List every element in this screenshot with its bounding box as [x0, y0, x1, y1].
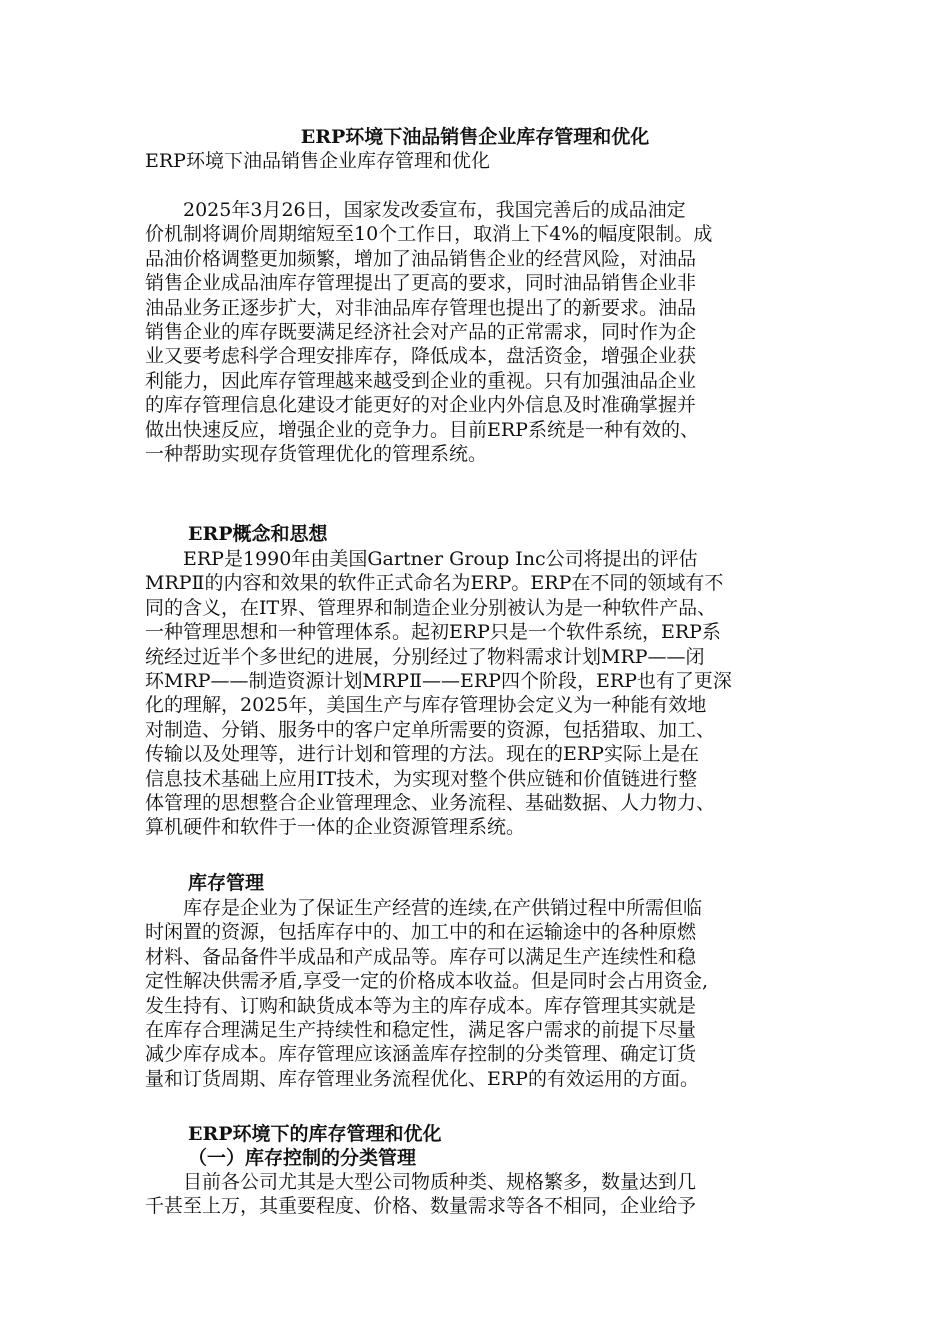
subsection-heading-classification: （一）库存控制的分类管理 [188, 1147, 417, 1169]
paragraph-line: MRPⅡ的内容和效果的软件正式命名为ERP。ERP在不同的领域有不 [145, 572, 724, 595]
section3-paragraph [145, 1170, 825, 1219]
paragraph-line: 的库存管理信息化建设才能更好的对企业内外信息及时准确掌握并 [145, 394, 697, 417]
paragraph-line: 销售企业成品油库存管理提出了更高的要求，同时油品销售企业非 [145, 272, 697, 295]
paragraph-line: 信息技术基础上应用IT技术，为实现对整个供应链和价值链进行整 [145, 767, 698, 790]
paragraph-line: 2025年3月26日，国家发改委宣布，我国完善后的成品油定 [145, 199, 686, 221]
paragraph-line: 销售企业的库存既要满足经济社会对产品的正常需求，同时作为企 [145, 320, 697, 343]
paragraph-line: 环MRP——制造资源计划MRPⅡ——ERP四个阶段，ERP也有了更深 [145, 669, 732, 692]
paragraph-line: 对制造、分销、服务中的客户定单所需要的资源，包括猎取、加工、 [145, 718, 716, 741]
paragraph-line: ERP是1990年由美国Gartner Group Inc公司将提出的评估 [145, 548, 698, 570]
intro-paragraph [145, 198, 825, 466]
paragraph-line: 统经过近半个多世纪的进展，分别经过了物料需求计划MRP——闭 [145, 645, 705, 668]
paragraph-line: 一种帮助实现存货管理优化的管理系统。 [145, 442, 488, 465]
paragraph-line: 化的理解，2025年，美国生产与库存管理协会定义为一种能有效地 [145, 694, 707, 717]
section-heading-erp-inventory-optimization: ERP环境下的库存管理和优化 [188, 1123, 442, 1145]
paragraph-line: 利能力，因此库存管理越来越受到企业的重视。只有加强油品企业 [145, 369, 697, 392]
paragraph-line: 在库存合理满足生产持续性和稳定性，满足客户需求的前提下尽量 [145, 1018, 697, 1041]
paragraph-line: 量和订货周期、库存管理业务流程优化、ERP的有效运用的方面。 [145, 1067, 699, 1090]
section-heading-erp-concept: ERP概念和思想 [188, 523, 328, 545]
section-heading-inventory-management: 库存管理 [188, 872, 265, 894]
paragraph-line: 价机制将调价周期缩短至10个工作日，取消上下4%的幅度限制。成 [145, 223, 713, 246]
paragraph-line: 传输以及处理等，进行计划和管理的方法。现在的ERP实际上是在 [145, 743, 699, 766]
paragraph-line: 减少库存成本。库存管理应该涵盖库存控制的分类管理、确定订货 [145, 1043, 697, 1066]
paragraph-line: 一种管理思想和一种管理体系。起初ERP只是一个软件系统，ERP系 [145, 621, 721, 644]
document-title: ERP环境下油品销售企业库存管理和优化 [300, 126, 650, 148]
paragraph-line: 算机硬件和软件于一体的企业资源管理系统。 [145, 816, 526, 839]
paragraph-line: 材料、备品备件半成品和产成品等。库存可以满足生产连续性和稳 [145, 945, 697, 968]
paragraph-line: 油品业务正逐步扩大，对非油品库存管理也提出了的新要求。油品 [145, 296, 697, 319]
section1-paragraph [145, 547, 825, 840]
paragraph-line: 时闲置的资源，包括库存中的、加工中的和在运输途中的各种原燃 [145, 921, 697, 944]
paragraph-line: 体管理的思想整合企业管理理念、业务流程、基础数据、人力物力、 [145, 791, 716, 814]
paragraph-line: 品油价格调整更加频繁，增加了油品销售企业的经营风险，对油品 [145, 247, 697, 270]
paragraph-line: 同的含义，在IT界、管理界和制造企业分别被认为是一种软件产品、 [145, 596, 717, 619]
paragraph-line: 业又要考虑科学合理安排库存，降低成本，盘活资金，增强企业获 [145, 345, 697, 368]
document-subtitle: ERP环境下油品销售企业库存管理和优化 [145, 150, 490, 172]
paragraph-line: 目前各公司尤其是大型公司物质种类、规格繁多，数量达到几 [145, 1171, 697, 1193]
paragraph-line: 定性解决供需矛盾,享受一定的价格成本收益。但是同时会占用资金, [145, 970, 709, 993]
paragraph-line: 千甚至上万，其重要程度、价格、数量需求等各不相同，企业给予 [145, 1195, 697, 1218]
paragraph-line: 库存是企业为了保证生产经营的连续,在产供销过程中所需但临 [145, 897, 703, 919]
paragraph-line: 做出快速反应，增强企业的竞争力。目前ERP系统是一种有效的、 [145, 418, 699, 441]
paragraph-line: 发生持有、订购和缺货成本等为主的库存成本。库存管理其实就是 [145, 994, 697, 1017]
section2-paragraph [145, 896, 825, 1091]
